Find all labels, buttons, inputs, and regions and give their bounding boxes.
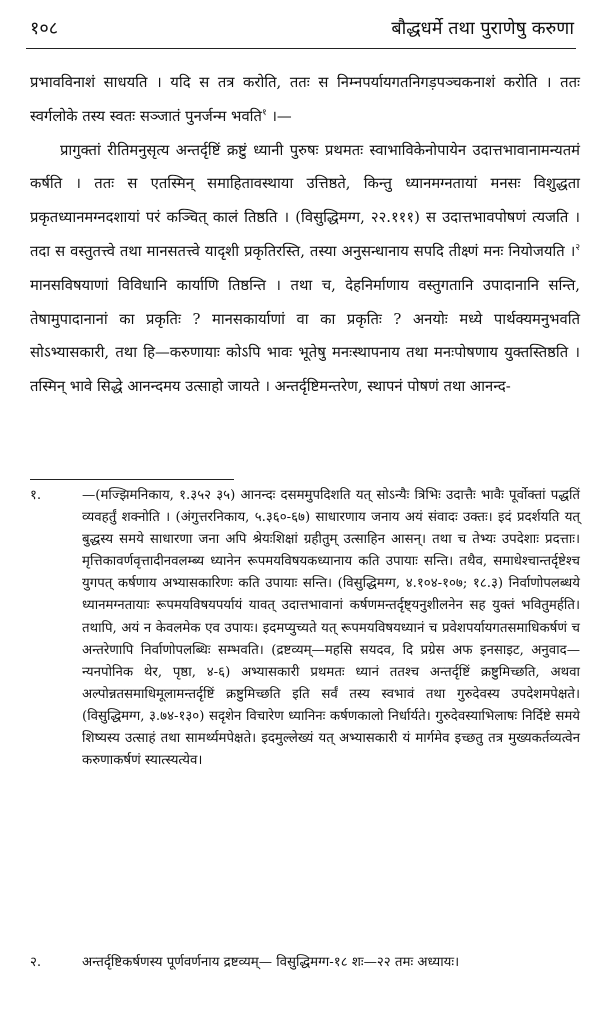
page-number: १०८ (30, 18, 59, 39)
paragraph-1 (30, 66, 580, 134)
footnote-ref-1: १ (261, 107, 267, 118)
footnote-1-mark: १. (30, 488, 42, 503)
paragraph-1-end: ।— (266, 107, 292, 125)
footnote-ref-2: २ (575, 243, 580, 254)
paragraph-1-text: प्रभावविनाशं साधयति । यदि स तत्र करोति, ततः स निम्नपर्यायगतनिगड़पञ्चकनाशं करोति । ततः स्वर्गलोके तस्य स्वतः सञ्जातं पुनर्जन्म भवति (30, 74, 580, 125)
footnote-2-mark: २. (30, 955, 42, 970)
paragraph-2-text: प्रागुक्तां रीतिमनुसृत्य अन्तर्दृष्टिं क्रष्टुं ध्यानी पुरुषः प्रथमतः स्वाभाविकेनोपायेन उदात्तभावानामन्यतमं कर्षति । ततः स एतस्मिन् समाहितावस्थाया उत्तिष्ठते, किन्तु ध्यानमग्नतायां मनसः विशुद्धता प्रकृतध्यानमग्नदशायां परं कञ्चित् कालं तिष्ठति । (विसुद्धिमग्ग, २२.१११) स उदात्तभावपोषणं त्यजति । तदा स वस्तुतत्त्वे तथा मानसतत्त्वे यादृशी प्रकृतिरस्ति, तस्या अनुसन्धानाय सपदि तीक्ष्णं मनः नियोजयति । (30, 141, 580, 260)
footnote-separator (30, 479, 234, 480)
main-text (30, 66, 580, 404)
footnote-1-text: —(मज्झिमनिकाय, १.३५२ ३५) आनन्दः दसममुपदिशति यत् सोऽन्यैः त्रिभिः उदात्तैः भावैः पूर्वोक्तां पद्धतिं व्यवहर्तुं शक्नोति । (अंगुत्तरनिकाय, ५.३६०-६७) साधारणाय जनाय अयं संवादः उक्तः। इदं प्रदर्शयति यत् बुद्धस्य समये साधारणा जना अपि श्रेयःशिक्षां ग्रहीतुम् उत्साहिन आसन्। तथा च तेभ्यः उपदेशाः प्रदत्ताः। मृत्तिकावर्णवृत्तादीनवलम्ब्य ध्यानेन रूपमयविषयकध्यानाय कति उपायाः सन्ति। तथैव, समाधेश्चान्तर्दृष्टेश्च युगपत् कर्षणाय अभ्यासकारिणः कति उपायाः सन्ति। (विसुद्धिमग्ग, ४.१०४-१०७; १८.३) निर्वाणोपलब्धये ध्यानमग्नतायाः रूपमयविषयपर्यायं यावत् उदात्तभावानां कर्षणमन्तर्दृष्ट्यनुशीलनेन सह युक्तं भवितुमर्हति। तथापि, अयं न केवलमेक एव उपायः। इदमप्युच्यते यत् रूपमयविषयध्यानं च प्रवेशपर्यायगतसमाधिकर्षणं च अन्तरेणापि निर्वाणोपलब्धिः सम्भवति। (द्रष्टव्यम्—महसि सयदव, दि प्रग्रेस अफ इनसाइट, अनुवाद—न्यनपोनिक थेर, पृष्ठा, ४-६) अभ्यासकारी प्रथमतः ध्यानं ततश्च अन्तर्दृष्टिं क्रष्टुमिच्छति, अथवा अल्पोन्नतसमाधिमूलामन्तर्दृष्टिं क्रष्टुमिच्छति इति सर्वं तस्य स्वभावं तथा गुरुदेवस्य उपदेशमपेक्षते। (विसुद्धिमग्ग, ३.७४-१३०) सदृशेन विचारेण ध्यानिनः कर्षणकालो निर्धार्यते। गुरुदेवस्याभिलाषः निर्दिष्टे समये शिष्यस्य उत्साहं तथा सामर्थ्यमपेक्षते। इदमुल्लेख्यं यत् अभ्यासकारी यं मार्गमेव इच्छतु तत्र मुख्यकर्तव्यत्वेन करुणाकर्षणं स्यात्स्यत्येव। (82, 488, 580, 769)
footnote-2 (30, 952, 580, 974)
footnote-1 (30, 485, 580, 772)
page-header (30, 16, 574, 44)
header-divider (26, 48, 576, 49)
footnote-2-text: अन्तर्दृष्टिकर्षणस्य पूर्णवर्णनाय द्रष्टव्यम्— विसुद्धिमग्ग-१८ शः—२२ तमः अध्यायः। (82, 955, 460, 970)
paragraph-2 (30, 134, 580, 404)
running-title: बौद्धधर्मे तथा पुराणेषु करुणा (391, 18, 574, 39)
paragraph-2-rest: मानसविषयाणां विविधानि कार्याणि तिष्ठन्ति । तथा च, देहनिर्माणाय वस्तुगतानि उपादानानि सन्ति, तेषामुपादानानां का प्रकृतिः ? मानसकार्याणां वा का प्रकृतिः ? अनयोः मध्ये पार्थक्यमनुभवति सोऽभ्यासकारी, तथा हि—करुणायाः कोऽपि भावः भूतेषु मनःस्थापनाय तथा मनःपोषणाय युक्तस्तिष्ठति । तस्मिन् भावे सिद्धे आनन्दमय उत्साहो जायते । अन्तर्दृष्टिमन्तरेण, स्थापनं पोषणं तथा आनन्द- (30, 276, 580, 396)
